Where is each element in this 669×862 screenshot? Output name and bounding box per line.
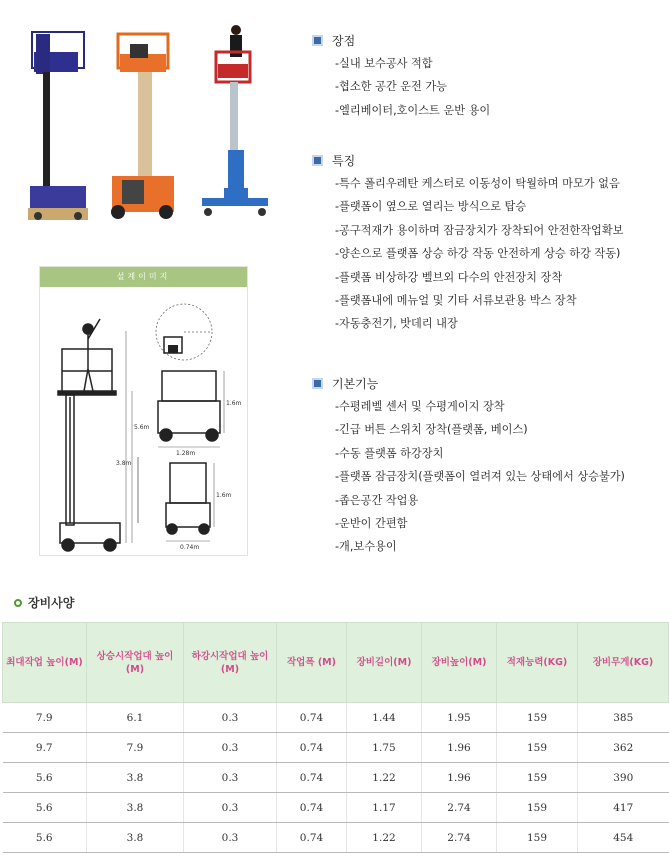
table-cell: 0.3 — [184, 823, 277, 853]
table-cell: 1.44 — [347, 703, 422, 733]
list-item: -좁은공간 작업용 — [335, 493, 419, 507]
table-cell: 0.3 — [184, 793, 277, 823]
table-cell: 9.7 — [3, 733, 87, 763]
square-bullet-icon — [312, 35, 323, 46]
square-bullet-icon — [312, 378, 323, 389]
table-cell: 159 — [497, 733, 578, 763]
list-item: -공구적재가 용이하며 잠금장치가 장착되어 안전한작업확보 — [335, 223, 624, 237]
table-cell: 1.22 — [347, 823, 422, 853]
dim-front-width: 0.74m — [180, 544, 200, 551]
table-header-row — [3, 623, 669, 703]
list-item: -운반이 간편함 — [335, 516, 408, 530]
table-cell: 159 — [497, 763, 578, 793]
dim-platform-height: 1.6m — [226, 400, 242, 407]
list-item: -양손으로 플랫폼 상승 하강 작동 안전하게 상승 하강 작동) — [335, 247, 621, 261]
table-cell: 5.6 — [3, 793, 87, 823]
table-cell: 3.8 — [87, 793, 184, 823]
diagram-drawing — [40, 287, 247, 555]
list-item: -긴급 버튼 스위치 장착(플랫폼, 베이스) — [335, 423, 528, 437]
section-advantages — [312, 32, 490, 122]
table-cell: 7.9 — [3, 703, 87, 733]
orange-lift-image — [108, 26, 178, 222]
table-cell: 3.8 — [87, 763, 184, 793]
basic-functions-list — [335, 395, 625, 559]
table-cell: 0.3 — [184, 763, 277, 793]
table-cell: 1.22 — [347, 763, 422, 793]
list-item: -개,보수용이 — [335, 540, 397, 554]
list-item: -수평레벨 센서 및 수평게이지 장착 — [335, 400, 505, 413]
table-cell: 1.96 — [422, 763, 497, 793]
table-cell: 3.8 — [87, 823, 184, 853]
table-cell: 7.9 — [87, 733, 184, 763]
table-cell: 159 — [497, 793, 578, 823]
list-item: -협소한 공간 운전 가능 — [335, 80, 447, 94]
table-row — [3, 733, 669, 763]
list-item: -엘리베이터,호이스트 운반 용이 — [335, 103, 491, 117]
list-item: -플랫폼 잠금장치(플랫폼이 열려져 있는 상태에서 상승불가) — [335, 470, 625, 484]
table-cell: 454 — [578, 823, 669, 853]
table-row — [3, 793, 669, 823]
table-cell: 2.74 — [422, 793, 497, 823]
spec-table — [2, 622, 669, 853]
table-cell: 385 — [578, 703, 669, 733]
dim-max-height: 5.6m — [134, 424, 150, 431]
header-capacity: 적재능력(KG) — [497, 623, 578, 703]
table-cell: 0.74 — [277, 733, 347, 763]
list-item: -플랫폼 비상하강 벨브외 다수의 안전장치 장착 — [335, 270, 563, 284]
table-row — [3, 823, 669, 853]
table-cell: 362 — [578, 733, 669, 763]
table-cell: 1.17 — [347, 793, 422, 823]
table-cell: 159 — [497, 823, 578, 853]
circle-bullet-icon — [14, 599, 22, 607]
list-item: -자동충전기, 밧데리 내장 — [335, 317, 458, 331]
section-title: 기본기능 — [332, 376, 379, 391]
diagram-title: 설계이미지 — [40, 267, 247, 287]
square-bullet-icon — [312, 155, 323, 166]
table-cell: 0.74 — [277, 763, 347, 793]
table-cell: 6.1 — [87, 703, 184, 733]
list-item: -플랫폼이 옆으로 열리는 방식으로 탑승 — [335, 200, 527, 214]
spec-heading-text: 장비사양 — [28, 596, 75, 610]
header-work-width: 작업폭 (M) — [277, 623, 347, 703]
header-lowered-platform-height: 하강시작업대 높이(M) — [184, 623, 277, 703]
header-max-height: 최대작업 높이(M) — [3, 623, 87, 703]
table-cell: 0.74 — [277, 793, 347, 823]
table-cell: 1.75 — [347, 733, 422, 763]
header-weight: 장비무게(KG) — [578, 623, 669, 703]
table-cell: 0.3 — [184, 733, 277, 763]
list-item: -특수 폴리우레탄 케스터로 이동성이 탁월하며 마모가 없음 — [335, 177, 620, 190]
spec-heading — [14, 594, 74, 611]
advantages-list — [335, 52, 490, 122]
table-cell: 390 — [578, 763, 669, 793]
dim-platform-floor: 3.8m — [116, 460, 132, 467]
header-length: 장비길이(M) — [347, 623, 422, 703]
section-basic-functions — [312, 375, 625, 559]
section-title: 장점 — [332, 33, 356, 48]
table-cell: 1.96 — [422, 733, 497, 763]
list-item: -실내 보수공사 적합 — [335, 57, 433, 70]
section-features — [312, 152, 623, 336]
table-cell: 2.74 — [422, 823, 497, 853]
blue-lift-image — [28, 26, 90, 222]
table-row — [3, 763, 669, 793]
dim-front-height: 1.6m — [216, 492, 232, 499]
table-row — [3, 703, 669, 733]
table-cell: 0.74 — [277, 823, 347, 853]
table-cell: 417 — [578, 793, 669, 823]
red-lift-image — [200, 22, 270, 222]
design-diagram — [39, 266, 248, 556]
section-title: 특징 — [332, 153, 356, 168]
dim-base-width: 1.28m — [176, 450, 196, 457]
list-item: -플랫폼내에 메뉴얼 및 기타 서류보관용 박스 장착 — [335, 293, 577, 307]
table-cell: 0.3 — [184, 703, 277, 733]
list-item: -수동 플랫폼 하강장치 — [335, 446, 444, 460]
table-cell: 1.95 — [422, 703, 497, 733]
header-height: 장비높이(M) — [422, 623, 497, 703]
product-photos — [28, 22, 268, 222]
features-list — [335, 172, 623, 336]
table-cell: 159 — [497, 703, 578, 733]
table-cell: 0.74 — [277, 703, 347, 733]
header-raised-platform-height: 상승시작업대 높이(M) — [87, 623, 184, 703]
table-cell: 5.6 — [3, 823, 87, 853]
table-cell: 5.6 — [3, 763, 87, 793]
